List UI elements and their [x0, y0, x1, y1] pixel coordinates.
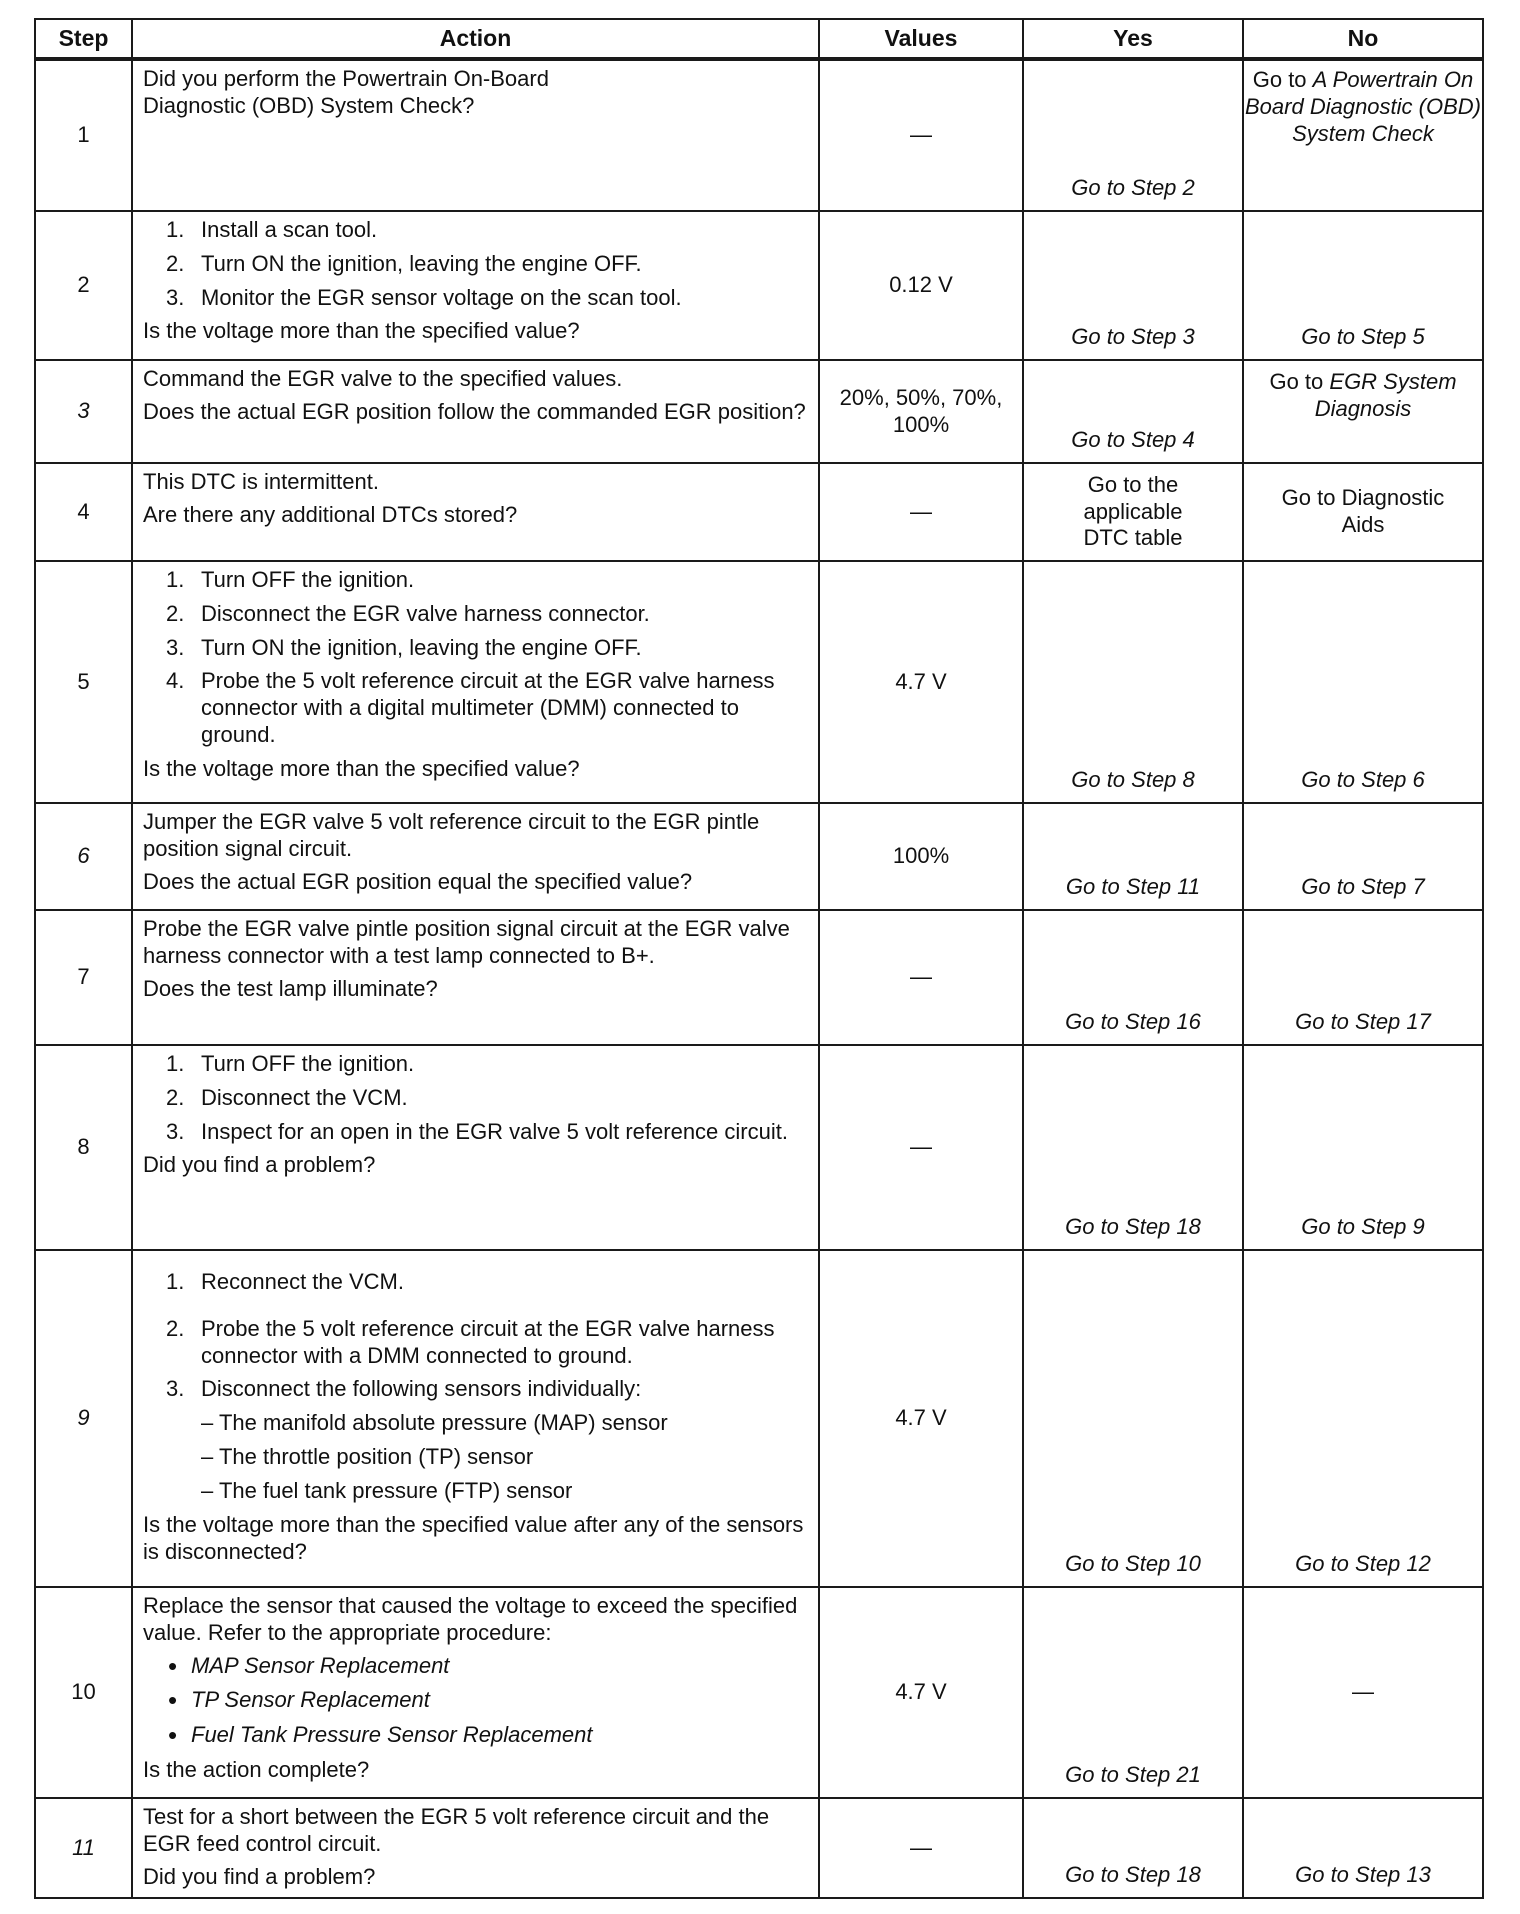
action-step: 3. Monitor the EGR sensor voltage on the scan tool. [166, 284, 682, 310]
yes-link[interactable]: Go to Step 3 [1023, 211, 1243, 360]
table-row-step-10 [35, 1587, 1483, 1798]
action-cell [132, 1045, 819, 1250]
step-number: 11 [35, 1798, 132, 1898]
value-cell: 100% [819, 803, 1023, 910]
action-step: 3. Turn ON the ignition, leaving the engine OFF. [166, 634, 642, 660]
yes-link[interactable]: Go to Step 11 [1023, 803, 1243, 910]
value-cell: — [819, 1045, 1023, 1250]
action-text: This DTC is intermittent. [143, 469, 379, 494]
table-row-step-3 [35, 360, 1483, 463]
action-text: Jumper the EGR valve 5 volt reference circuit to the EGR pintle position signal circuit. [143, 809, 760, 861]
header-yes: Yes [1023, 19, 1243, 59]
no-prefix: Go to [1269, 369, 1324, 394]
action-question: Did you find a problem? [143, 1863, 376, 1889]
action-cell [132, 1798, 819, 1898]
step-number: 5 [35, 561, 132, 803]
value-cell: — [819, 59, 1023, 211]
table-row-step-5 [35, 561, 1483, 803]
step-number: 9 [35, 1250, 132, 1587]
value-cell: 20%, 50%, 70%, 100% [819, 360, 1023, 463]
action-step: 3. Inspect for an open in the EGR valve 5 volt reference circuit. [166, 1118, 788, 1144]
yes-link[interactable]: Go to Step 16 [1023, 910, 1243, 1045]
action-text: Command the EGR valve to the specified values. [143, 366, 623, 391]
table-row-step-8 [35, 1045, 1483, 1250]
value-cell: 4.7 V [819, 561, 1023, 803]
no-link[interactable]: Go to Step 7 [1243, 803, 1483, 910]
step-number: 2 [35, 211, 132, 360]
table-row-step-11 [35, 1798, 1483, 1898]
table-row-step-9 [35, 1250, 1483, 1587]
yes-link[interactable]: Go to the applicable DTC table [1023, 463, 1243, 561]
action-cell [132, 360, 819, 463]
action-question: Are there any additional DTCs stored? [143, 501, 518, 527]
action-cell [132, 211, 819, 360]
value-cell: 0.12 V [819, 211, 1023, 360]
action-steps [143, 217, 806, 311]
yes-link[interactable]: Go to Step 21 [1023, 1587, 1243, 1798]
diagnostic-table [34, 18, 1484, 1899]
table-row-step-4 [35, 463, 1483, 561]
action-cell [132, 1250, 819, 1587]
action-cell [132, 1587, 819, 1798]
action-text: Test for a short between the EGR 5 volt reference circuit and the EGR feed control circuit. [143, 1804, 770, 1856]
yes-link[interactable]: Go to Step 2 [1023, 59, 1243, 211]
action-step: 2. Turn ON the ignition, leaving the engine OFF. [166, 250, 642, 276]
action-question: Does the actual EGR position equal the specified value? [143, 868, 693, 894]
action-step: 1. Turn OFF the ignition. [166, 567, 415, 592]
action-question: Did you find a problem? [143, 1152, 376, 1178]
action-question: Is the voltage more than the specified value? [143, 755, 580, 781]
step-number: 6 [35, 803, 132, 910]
no-link[interactable]: Go to Step 5 [1243, 211, 1483, 360]
value-cell: — [819, 910, 1023, 1045]
action-text: Replace the sensor that caused the voltage to exceed the specified value. Refer to the appropriate procedure: [143, 1593, 798, 1645]
step-number: 1 [35, 59, 132, 211]
value-cell: — [819, 463, 1023, 561]
no-link[interactable]: Go to Step 13 [1243, 1798, 1483, 1898]
action-step: 1. Reconnect the VCM. [166, 1269, 404, 1294]
yes-link[interactable]: Go to Step 4 [1023, 360, 1243, 463]
no-cell [1243, 360, 1483, 463]
sensor-item: – The fuel tank pressure (FTP) sensor [201, 1477, 573, 1503]
action-question: Does the test lamp illuminate? [143, 975, 438, 1001]
action-cell [132, 59, 819, 211]
action-step: 1. Turn OFF the ignition. [166, 1051, 415, 1076]
value-cell: — [819, 1798, 1023, 1898]
action-text: Did you perform the Powertrain On-Board Diagnostic (OBD) System Check? [143, 66, 549, 118]
procedure-link[interactable]: • TP Sensor Replacement [168, 1685, 430, 1716]
table-header-row [35, 19, 1483, 59]
table-row-step-7 [35, 910, 1483, 1045]
procedure-link[interactable]: • Fuel Tank Pressure Sensor Replacement [168, 1720, 593, 1751]
table-row-step-1 [35, 59, 1483, 211]
yes-link[interactable]: Go to Step 18 [1023, 1045, 1243, 1250]
action-step: 3. Disconnect the following sensors individually: [166, 1376, 642, 1402]
action-steps [143, 1051, 806, 1145]
action-cell [132, 463, 819, 561]
yes-link[interactable]: Go to Step 18 [1023, 1798, 1243, 1898]
action-step: 2. Disconnect the VCM. [166, 1084, 408, 1110]
action-question: Is the voltage more than the specified value? [143, 318, 580, 344]
step-number: 8 [35, 1045, 132, 1250]
action-steps [143, 1269, 806, 1403]
action-cell [132, 910, 819, 1045]
no-link[interactable]: A Powertrain On Board Diagnostic (OBD) System Check [1245, 67, 1481, 146]
no-link[interactable]: Go to Diagnostic Aids [1243, 463, 1483, 561]
table-row-step-6 [35, 803, 1483, 910]
action-step: 2. Probe the 5 volt reference circuit at the EGR valve harness connector with a DMM connected to ground. [166, 1315, 775, 1368]
yes-link[interactable]: Go to Step 10 [1023, 1250, 1243, 1587]
action-question: Is the action complete? [143, 1757, 370, 1783]
bullet-icon: • [168, 1685, 178, 1716]
action-step: 1. Install a scan tool. [166, 217, 378, 242]
no-prefix: Go to [1252, 67, 1307, 92]
no-link[interactable]: Go to Step 17 [1243, 910, 1483, 1045]
header-no: No [1243, 19, 1483, 59]
step-number: 10 [35, 1587, 132, 1798]
no-link[interactable]: Go to Step 12 [1243, 1250, 1483, 1587]
no-link[interactable]: Go to Step 6 [1243, 561, 1483, 803]
step-number: 3 [35, 360, 132, 463]
value-cell: 4.7 V [819, 1587, 1023, 1798]
step-number: 4 [35, 463, 132, 561]
action-question: Is the voltage more than the specified value after any of the sensors is disconnected? [143, 1511, 804, 1564]
value-cell: 4.7 V [819, 1250, 1023, 1587]
no-cell [1243, 59, 1483, 211]
procedure-link[interactable]: • MAP Sensor Replacement [168, 1650, 450, 1681]
no-link[interactable]: Go to Step 9 [1243, 1045, 1483, 1250]
bullet-icon: • [168, 1650, 178, 1681]
sensor-item: – The manifold absolute pressure (MAP) sensor [201, 1410, 668, 1436]
action-step: 4. Probe the 5 volt reference circuit at the EGR valve harness connector with a digital multimeter (DMM) connected to ground. [166, 668, 775, 748]
header-step: Step [35, 19, 132, 59]
step-number: 7 [35, 910, 132, 1045]
table-row-step-2 [35, 211, 1483, 360]
header-action: Action [132, 19, 819, 59]
action-cell [132, 561, 819, 803]
action-step: 2. Disconnect the EGR valve harness connector. [166, 600, 650, 626]
action-cell [132, 803, 819, 910]
action-steps [143, 567, 806, 749]
no-cell: — [1243, 1587, 1483, 1798]
action-text: Probe the EGR valve pintle position signal circuit at the EGR valve harness connector with a test lamp connected to B+. [143, 916, 790, 968]
header-values: Values [819, 19, 1023, 59]
sensor-item: – The throttle position (TP) sensor [201, 1444, 534, 1470]
no-link[interactable]: EGR System Diagnosis [1314, 369, 1457, 421]
action-question: Does the actual EGR position follow the commanded EGR position? [143, 398, 806, 424]
bullet-icon: • [168, 1720, 178, 1751]
yes-link[interactable]: Go to Step 8 [1023, 561, 1243, 803]
